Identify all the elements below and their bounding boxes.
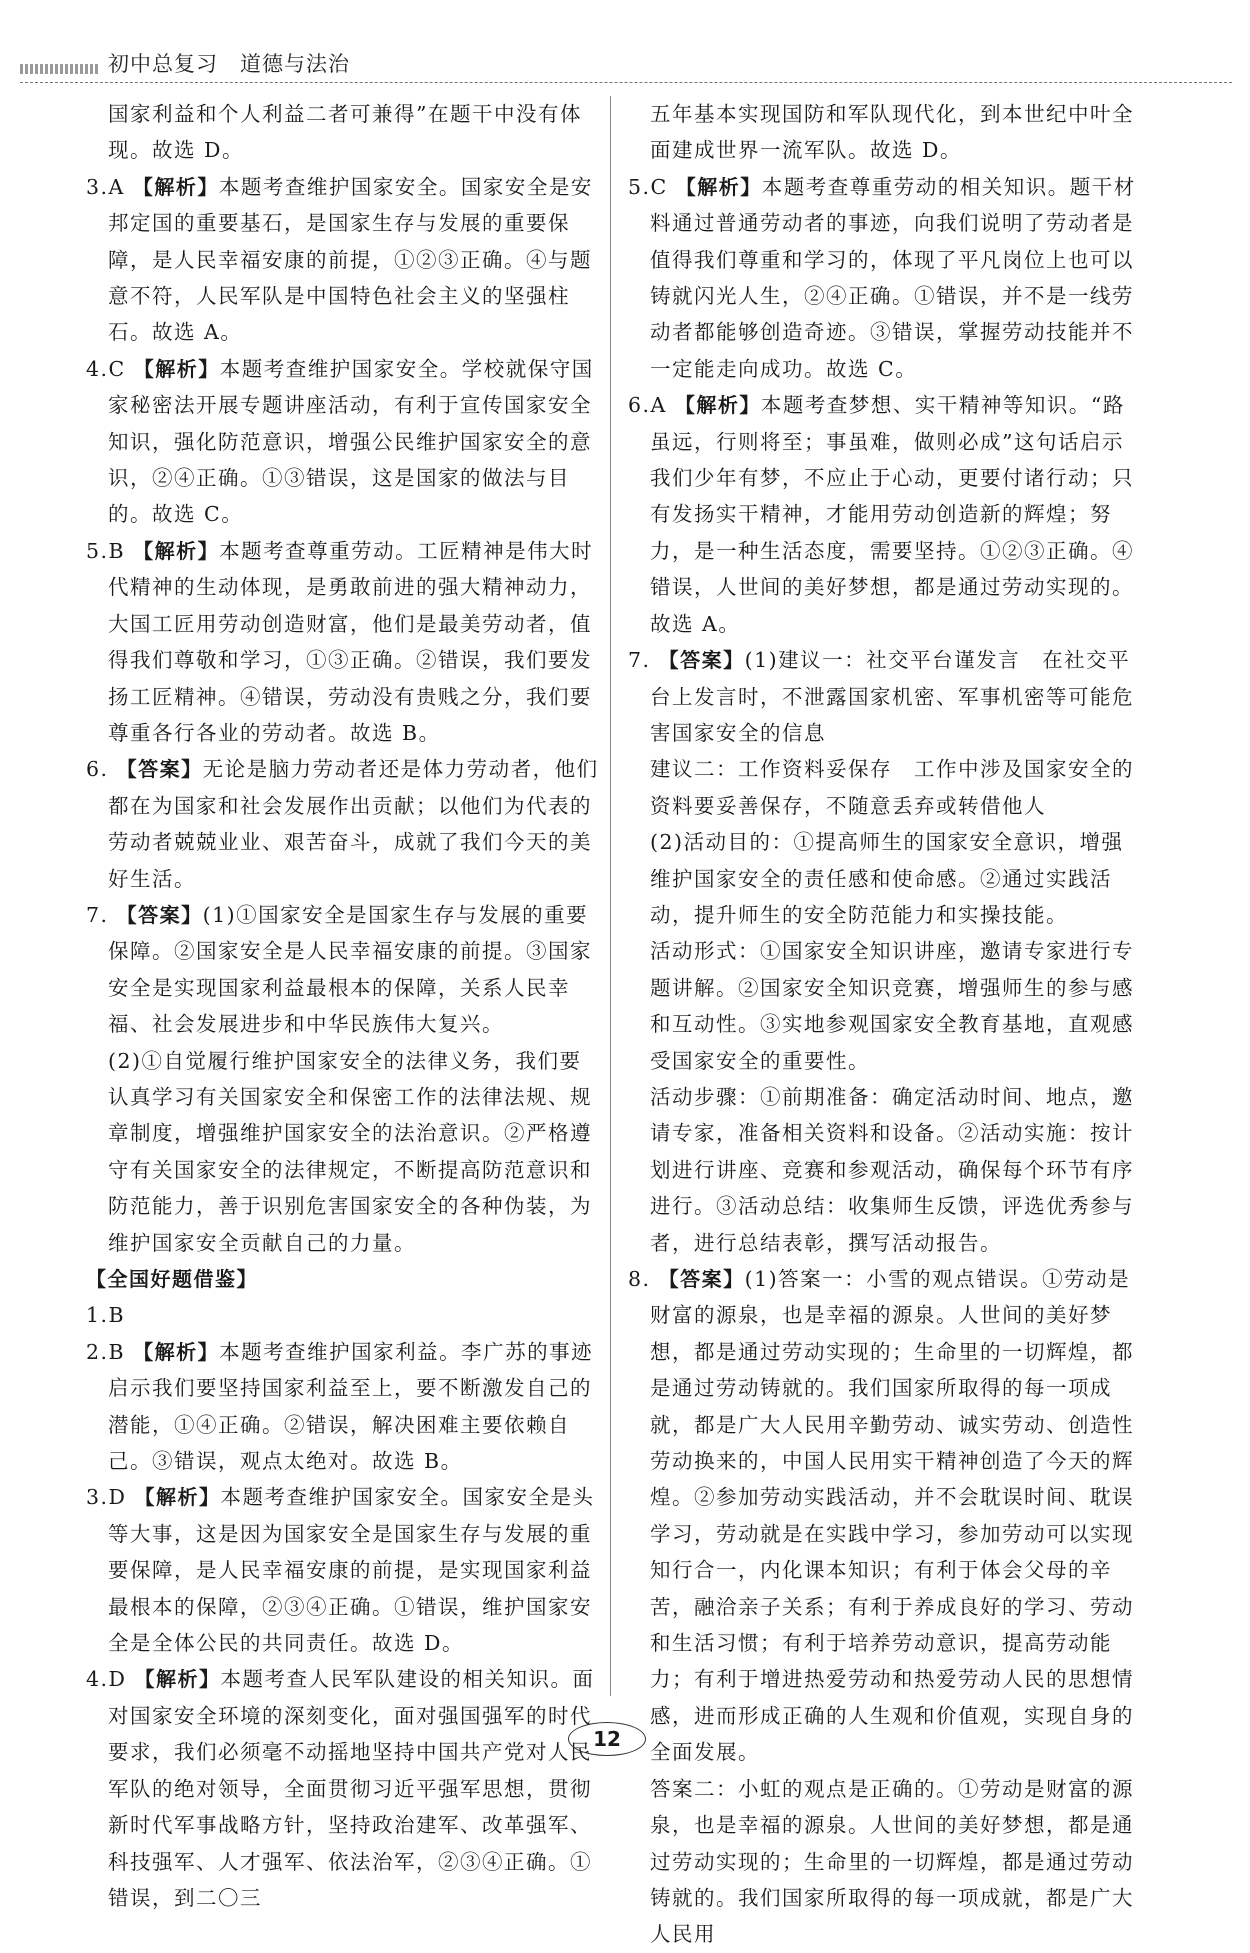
paragraph: 活动步骤：①前期准备：确定活动时间、地点，邀请专家，准备相关资料和设备。②活动实施：按计划进行讲座、竞赛和参观活动，确保每个环节有序进行。③活动总结：收集师生反馈，评选优秀参与者，进行总结表彰，撰写活动报告。 [650,1084,1134,1255]
answer-item [86,351,602,533]
item-text: (1)建议一：社交平台谨发言 在社交平台上发言时，不泄露国家机密、军事机密等可能危害国家安全的信息 [650,648,1134,745]
paragraph: (2)活动目的：①提高师生的国家安全意识，增强维护国家安全的责任感和使命感。②通过实践活动，提升师生的安全防范能力和实操技能。 [650,830,1124,927]
item-number: 8. [628,1267,651,1291]
answer-item [86,1479,602,1661]
paragraph: 五年基本实现国防和军队现代化，到本世纪中叶全面建成世界一流军队。故选 D。 [650,102,1134,163]
item-keyword: 【解析】 [675,174,762,199]
item-text: 无论是脑力劳动者还是体力劳动者，他们都在为国家和社会发展作出贡献；以他们为代表的劳动者兢兢业业、艰苦奋斗，成就了我们今天的美好生活。 [108,757,599,891]
header-decoration [20,64,100,74]
item-text: (1)答案一：小雪的观点错误。①劳动是财富的源泉，也是幸福的源泉。人世间的美好梦想，都是通过劳动实现的；生命里的一切辉煌，都是通过劳动铸就的。我们国家所取得的每一项成就，都是广大人民用辛勤劳动、诚实劳动、创造性劳动换来的，中国人民用实干精神创造了今天的辉煌。②参加劳动实践活动，并不会耽误时间、耽误学习，劳动就是在实践中学习，参加劳动可以实现知行合一，内化课本知识；有利于体会父母的辛苦，融洽亲子关系；有利于养成良好的学习、劳动和生活习惯；有利于培养劳动意识，提高劳动能力；有利于增进热爱劳动和热爱劳动人民的思想情感，进而形成正确的人生观和价值观，实现自身的全面发展。 [650,1267,1134,1765]
item-number: 5.C [628,174,668,199]
page-header [20,44,1232,84]
header-rule [20,82,1232,83]
item-number: 3.A [86,174,125,199]
item-keyword: 【解析】 [134,1667,221,1692]
answer-item [628,642,1144,751]
section-heading: 【全国好题借鉴】 [86,1267,258,1291]
answer-item [628,387,1144,642]
item-text: 本题考查梦想、实干精神等知识。“路虽远，行则将至；事虽难，做则必成”这句话启示我们少年有梦，不应止于心动，更要付诸行动；只有发扬实干精神，才能用劳动创造新的辉煌；努力，是一种生活态度，需要坚持。①②③正确。④错误，人世间的美好梦想，都是通过劳动实现的。故选 A。 [650,393,1134,636]
item-text: 本题考查维护国家安全。学校就保守国家秘密法开展专题讲座活动，有利于宣传国家安全知识，强化防范意识，增强公民维护国家安全的意识，②④正确。①③错误，这是国家的做法与目的。故选 C。 [108,356,594,527]
paragraph: 国家利益和个人利益二者可兼得”在题干中没有体现。故选 D。 [108,102,582,163]
column-divider [610,96,611,1696]
item-text: 本题考查维护国家安全。国家安全是安邦定国的重要基石，是国家生存与发展的重要保障，是人民幸福安康的前提，①②③正确。④与题意不符，人民军队是中国特色社会主义的坚强柱石。故选 A。 [108,174,593,345]
item-number: 2.B [86,1339,126,1364]
answer-item [628,1261,1144,1771]
answer-item [86,1297,602,1333]
item-number: 6.A [628,393,667,418]
item-keyword: 【解析】 [133,1339,220,1364]
answer-item [86,751,602,897]
item-keyword: 【解析】 [133,356,220,381]
item-number: 7. [86,902,109,927]
item-keyword: 【解析】 [133,538,220,563]
item-text: (1)①国家安全是国家生存与发展的重要保障。②国家安全是人民幸福安康的前提。③国家安全是实现国家利益最根本的保障，关系人民幸福、社会发展进步和中华民族伟大复兴。 [108,902,592,1037]
paragraph: 活动形式：①国家安全知识讲座，邀请专家进行专题讲解。②国家安全知识竞赛，增强师生的参与感和互动性。③实地参观国家安全教育基地，直观感受国家安全的重要性。 [650,939,1134,1073]
item-number: 3.D [86,1485,127,1510]
item-number: 6. [86,757,109,782]
item-text: 本题考查尊重劳动。工匠精神是伟大时代精神的生动体现，是勇敢前进的强大精神动力，大国工匠用劳动创造财富，他们是最美劳动者，值得我们尊敬和学习，①③正确。②错误，我们要发扬工匠精神。④错误，劳动没有贵贱之分，我们要尊重各行各业的劳动者。故选 B。 [108,538,594,745]
answer-item [86,169,602,351]
paragraph: 答案二：小虹的观点是正确的。①劳动是财富的源泉，也是幸福的源泉。人世间的美好梦想，都是通过劳动实现的；生命里的一切辉煌，都是通过劳动铸就的。我们国家所取得的每一项成就，都是广大人民用 [650,1776,1134,1947]
item-keyword: 【答案】 [658,1267,745,1291]
item-keyword: 【解析】 [132,174,219,199]
right-column [628,96,1144,1953]
item-keyword: 【答案】 [658,648,745,673]
item-number: 4.D [86,1667,127,1692]
item-number: 1.B [86,1303,126,1328]
answer-item [86,1334,602,1480]
answer-item [628,169,1144,387]
item-keyword: 【答案】 [116,757,203,782]
page-number: 12 [568,1722,646,1756]
left-column [86,96,602,1916]
paragraph: 建议二：工作资料妥保存 工作中涉及国家安全的资料要妥善保存，不随意丢弃或转借他人 [650,757,1134,818]
item-keyword: 【答案】 [116,902,203,927]
item-number: 5.B [86,538,126,563]
item-text: 本题考查人民军队建设的相关知识。面对国家安全环境的深刻变化，面对强国强军的时代要求，我们必须毫不动摇地坚持中国共产党对人民军队的绝对领导，全面贯彻习近平强军思想，贯彻新时代军事战略方针，坚持政治建军、改革强军、科技强军、人才强军、依法治军，②③④正确。①错误，到二〇三 [108,1667,595,1910]
item-text: 本题考查维护国家利益。李广苏的事迹启示我们要坚持国家利益至上，要不断激发自己的潜能，①④正确。②错误，解决困难主要依赖自己。③错误，观点太绝对。故选 B。 [108,1339,594,1474]
item-text: 本题考查维护国家安全。国家安全是头等大事，这是因为国家安全是国家生存与发展的重要保障，是人民幸福安康的前提，是实现国家利益最根本的保障，②③④正确。①错误，维护国家安全是全体公民的共同责任。故选 D。 [108,1485,595,1656]
answer-item [86,1661,602,1916]
item-keyword: 【解析】 [134,1485,221,1510]
paragraph: (2)①自觉履行维护国家安全的法律义务，我们要认真学习有关国家安全和保密工作的法律法规、规章制度，增强维护国家安全的法治意识。②严格遵守有关国家安全的法律规定，不断提高防范意识和防范能力，善于识别危害国家安全的各种伪装，为维护国家安全贡献自己的力量。 [108,1048,592,1255]
header-title: 初中总复习 道德与法治 [108,52,350,76]
item-number: 4.C [86,356,126,381]
answer-item [86,533,602,751]
item-text: 本题考查尊重劳动的相关知识。题干材料通过普通劳动者的事迹，向我们说明了劳动者是值得我们尊重和学习的，体现了平凡岗位上也可以铸就闪光人生，②④正确。①错误，并不是一线劳动者都能够创造奇迹。③错误，掌握劳动技能并不一定能走向成功。故选 C。 [650,174,1136,381]
answer-item [86,897,602,1043]
item-number: 7. [628,648,651,673]
item-keyword: 【解析】 [674,393,761,418]
